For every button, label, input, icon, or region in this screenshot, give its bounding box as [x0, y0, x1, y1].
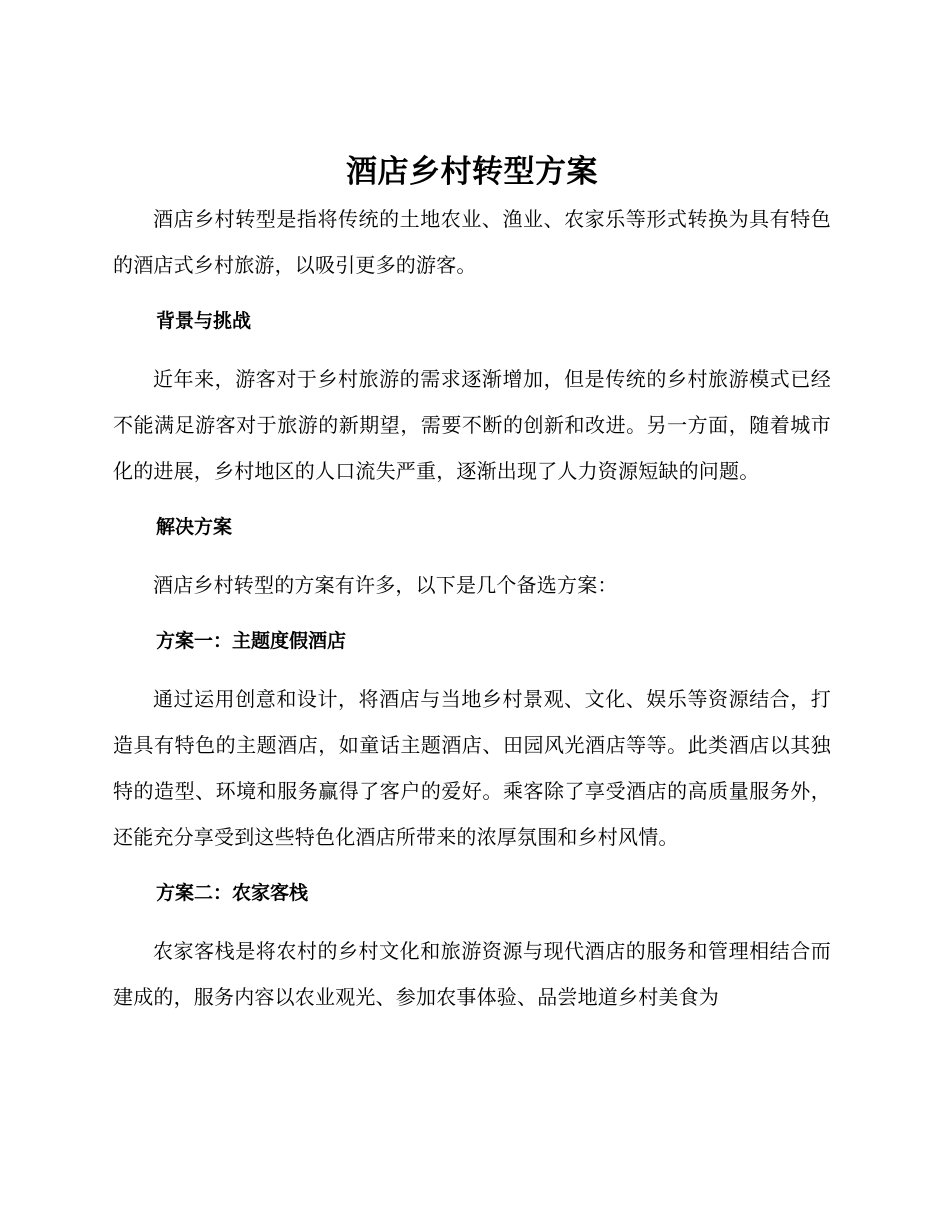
plan2-paragraph: 农家客栈是将农村的乡村文化和旅游资源与现代酒店的服务和管理相结合而建成的，服务内容以农业观光、参加农事体验、品尝地道乡村美食为 — [113, 939, 831, 1009]
spacer — [113, 916, 831, 928]
document-title: 酒店乡村转型方案 — [346, 154, 598, 190]
plan1-paragraph: 通过运用创意和设计，将酒店与当地乡村景观、文化、娱乐等资源结合，打造具有特色的主题酒店，如童话主题酒店、田园风光酒店等等。此类酒店以其独特的造型、环境和服务赢得了客户的爱好。乘客除了享受酒店的高质量服务外，还能充分享受到这些特色化酒店所带来的浓厚氛围和乡村风情。 — [113, 687, 831, 849]
document-page — [113, 150, 831, 1020]
solutions-paragraph: 酒店乡村转型的方案有许多，以下是几个备选方案： — [153, 573, 618, 597]
section-heading-solutions: 解决方案 — [156, 516, 233, 538]
background-paragraph: 近年来，游客对于乡村旅游的需求逐渐增加，但是传统的乡村旅游模式已经不能满足游客对于旅游的新期望，需要不断的创新和改进。另一方面，随着城市化的进展，乡村地区的人口流失严重，逐渐出现了人力资源短缺的问题。 — [113, 367, 831, 483]
section-heading-background: 背景与挑战 — [156, 310, 252, 332]
spacer — [113, 860, 831, 870]
spacer — [113, 344, 831, 356]
spacer — [113, 608, 831, 618]
section-heading-plan2: 方案二：农家客栈 — [156, 882, 309, 904]
spacer — [113, 494, 831, 504]
section-heading-plan1: 方案一：主题度假酒店 — [156, 630, 347, 652]
spacer — [113, 288, 831, 298]
intro-paragraph: 酒店乡村转型是指将传统的土地农业、渔业、农家乐等形式转换为具有特色的酒店式乡村旅游，以吸引更多的游客。 — [113, 207, 831, 277]
spacer — [113, 550, 831, 562]
spacer — [113, 664, 831, 676]
